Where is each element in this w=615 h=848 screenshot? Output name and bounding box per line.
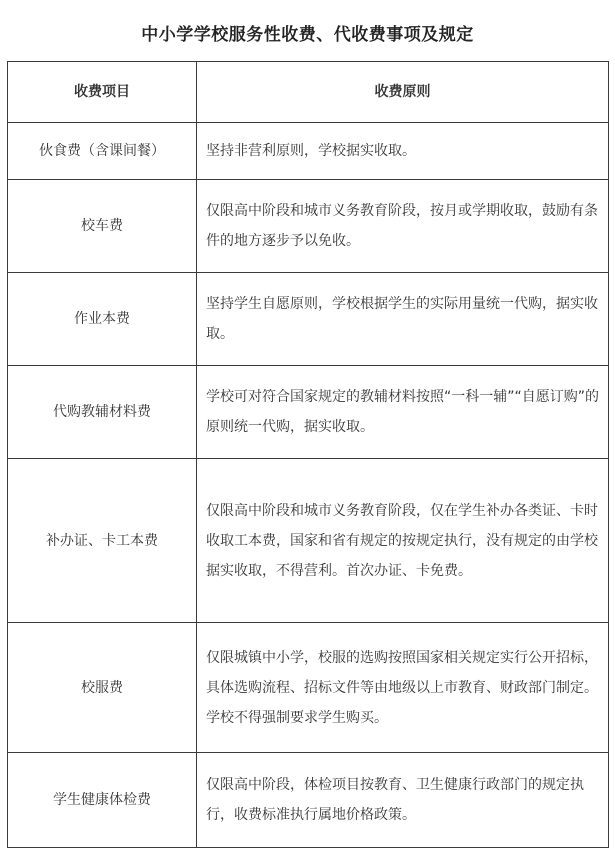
table-row: [8, 459, 609, 623]
table-row: [8, 623, 609, 753]
fee-item-cell: 补办证、卡工本费: [8, 459, 197, 623]
fee-item-cell: 学生健康体检费: [8, 753, 197, 848]
page-title: 中小学学校服务性收费、代收费事项及规定: [141, 25, 474, 45]
fee-item-cell: 校服费: [8, 623, 197, 753]
fee-table: [7, 61, 609, 848]
fee-item-cell: 代购教辅材料费: [8, 366, 197, 459]
fee-rule-cell: 仅限城镇中小学，校服的选购按照国家相关规定实行公开招标，具体选购流程、招标文件等由地级以上市教育、财政部门制定。学校不得强制要求学生购买。: [197, 623, 609, 753]
fee-item-cell: 校车费: [8, 180, 197, 273]
table-row: [8, 366, 609, 459]
fee-item-cell: 作业本费: [8, 273, 197, 366]
fee-rule-cell: 仅限高中阶段和城市义务教育阶段，按月或学期收取，鼓励有条件的地方逐步予以免收。: [197, 180, 609, 273]
fee-rule-cell: 坚持非营利原则，学校据实收取。: [197, 123, 609, 180]
fee-rule-cell: 仅限高中阶段和城市义务教育阶段，仅在学生补办各类证、卡时收取工本费，国家和省有规定的按规定执行，没有规定的由学校据实收取，不得营利。首次办证、卡免费。: [197, 459, 609, 623]
fee-rule-cell: 学校可对符合国家规定的教辅材料按照“一科一辅”“自愿订购”的原则统一代购，据实收取。: [197, 366, 609, 459]
column-header-item: 收费项目: [8, 62, 197, 123]
fee-rule-cell: 坚持学生自愿原则，学校根据学生的实际用量统一代购，据实收取。: [197, 273, 609, 366]
column-header-rule: 收费原则: [197, 62, 609, 123]
table-row: [8, 753, 609, 848]
fee-item-cell: 伙食费（含课间餐）: [8, 123, 197, 180]
table-header-row: [8, 62, 609, 123]
table-row: [8, 180, 609, 273]
table-row: [8, 273, 609, 366]
fee-rule-cell: 仅限高中阶段，体检项目按教育、卫生健康行政部门的规定执行，收费标准执行属地价格政策。: [197, 753, 609, 848]
table-row: [8, 123, 609, 180]
